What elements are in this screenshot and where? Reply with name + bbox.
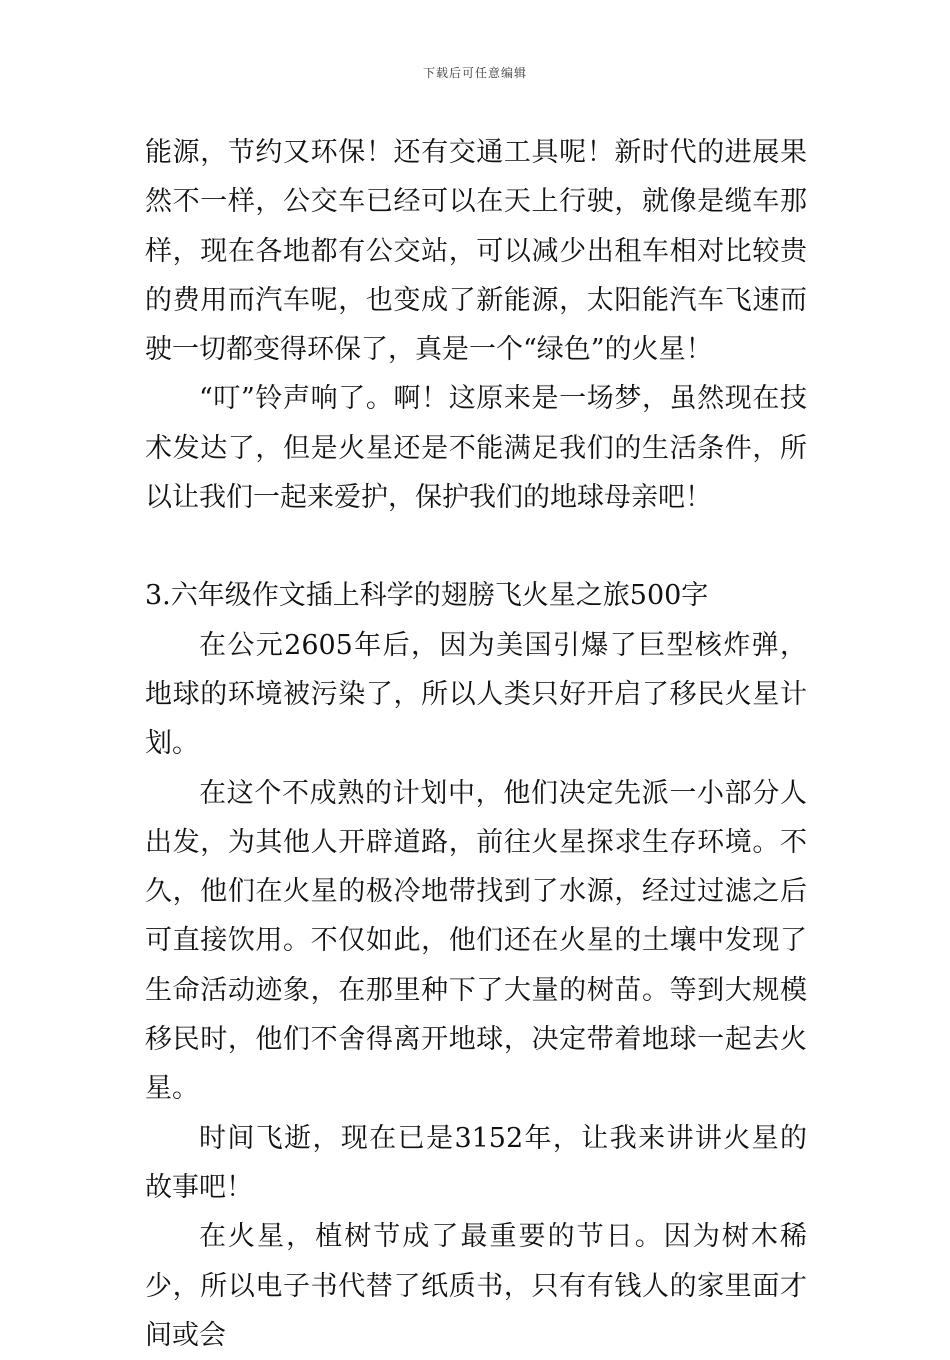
paragraph-dream-ending: “叮”铃声响了。啊！这原来是一场梦，虽然现在技术发达了，但是火星还是不能满足我们的生活条件，所以让我们一起来爱护，保护我们的地球母亲吧！ — [145, 383, 807, 514]
section-paragraph-1: 在公元2605年后，因为美国引爆了巨型核炸弹，地球的环境被污染了，所以人类只好开启了移民火星计划。 — [145, 629, 807, 760]
section-paragraph-2: 在这个不成熟的计划中，他们决定先派一小部分人出发，为其他人开辟道路，前往火星探求生存环境。不久，他们在火星的极冷地带找到了水源，经过过滤之后可直接饮用。不仅如此，他们还在火星的土壤中发现了生命活动迹象，在那里种下了大量的树苗。等到大规模移民时，他们不舍得离开地球，决定带着地球一起去火星。 — [145, 777, 807, 1105]
section-paragraph-3: 时间飞逝，现在已是3152年，让我来讲讲火星的故事吧！ — [145, 1122, 807, 1203]
paragraph-continuation: 能源，节约又环保！还有交通工具呢！新时代的进展果然不一样，公交车已经可以在天上行驶，就像是缆车那样，现在各地都有公交站，可以减少出租车相对比较贵的费用而汽车呢，也变成了新能源，太阳能汽车飞速而驶一切都变得环保了，真是一个“绿色”的火星！ — [145, 137, 807, 366]
section-heading: 3.六年级作文插上科学的翅膀飞火星之旅500字 — [145, 580, 709, 612]
document-body — [145, 128, 807, 1360]
page-header-note: 下载后可任意编辑 — [422, 66, 527, 80]
section-spacer — [145, 522, 807, 571]
section-paragraph-4: 在火星，植树节成了最重要的节日。因为树木稀少，所以电子书代替了纸质书，只有有钱人的家里面才间或会 — [145, 1221, 807, 1351]
